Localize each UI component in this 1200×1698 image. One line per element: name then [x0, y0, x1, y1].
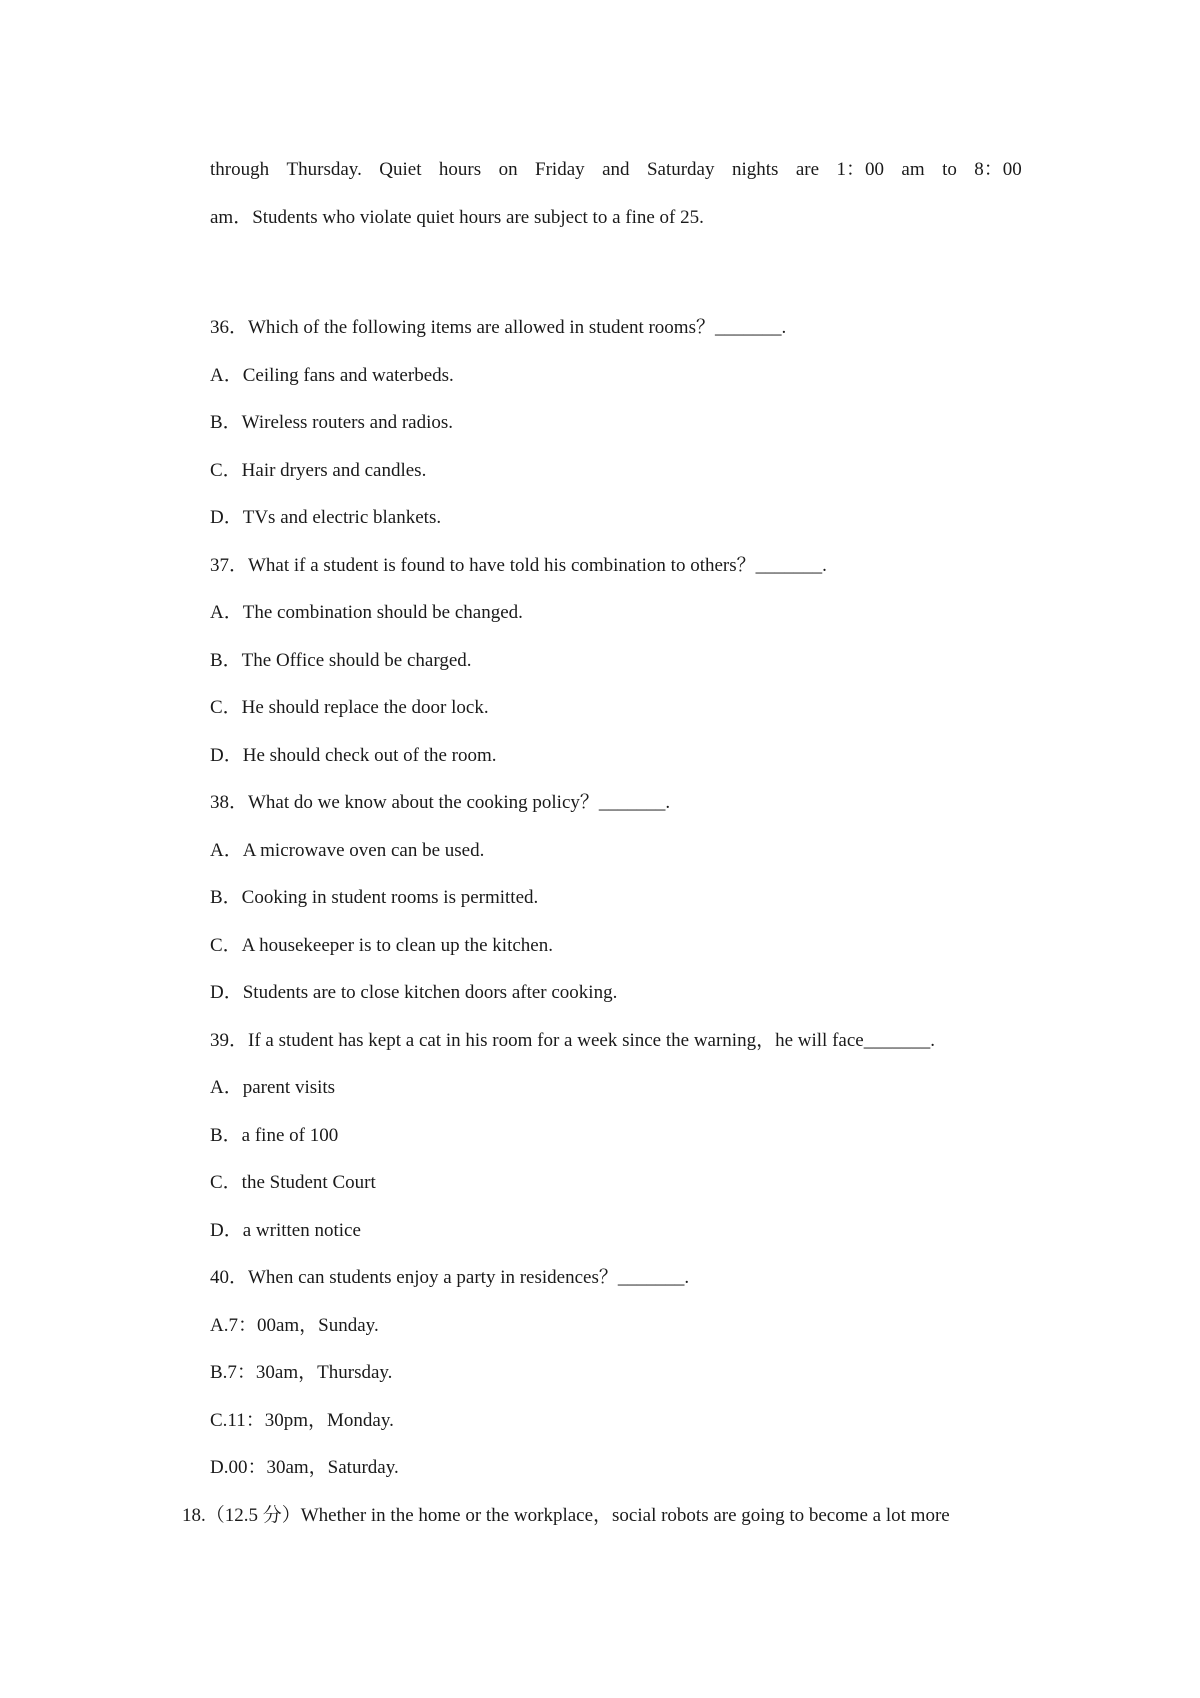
question-39-option-c: C．the Student Court — [210, 1172, 376, 1193]
intro-word: hours — [438, 159, 482, 180]
question-37-option-c: C．He should replace the door lock. — [210, 697, 489, 718]
question-39-option-b: B．a fine of 100 — [210, 1125, 339, 1146]
question-40-stem: 40．When can students enjoy a party in residences？_______. — [210, 1267, 690, 1288]
intro-word: Thursday. — [286, 159, 362, 180]
question-38-stem: 38．What do we know about the cooking policy？_______. — [210, 792, 671, 813]
intro-word: are — [795, 159, 820, 180]
question-40-option-c: C.11：30pm，Monday. — [210, 1410, 394, 1431]
question-36-option-a: A．Ceiling fans and waterbeds. — [210, 365, 454, 386]
question-38-option-b: B．Cooking in student rooms is permitted. — [210, 887, 539, 908]
intro-word: through — [210, 159, 270, 180]
question-40-option-a: A.7：00am，Sunday. — [210, 1315, 379, 1336]
question-37-option-a: A．The combination should be changed. — [210, 602, 523, 623]
question-38-option-d: D．Students are to close kitchen doors after cooking. — [210, 982, 618, 1003]
question-40-option-d: D.00：30am，Saturday. — [210, 1457, 399, 1478]
question-38-option-c: C．A housekeeper is to clean up the kitchen. — [210, 935, 553, 956]
question-36-stem: 36．Which of the following items are allowed in student rooms？_______. — [210, 317, 787, 338]
intro-word: Friday — [535, 159, 585, 180]
question-40-option-b: B.7：30am，Thursday. — [210, 1362, 393, 1383]
question-37-option-b: B．The Office should be charged. — [210, 650, 472, 671]
intro-word: and — [602, 159, 630, 180]
question-39-stem: 39．If a student has kept a cat in his room for a week since the warning，he will face_______. — [210, 1030, 935, 1051]
question-36-option-d: D．TVs and electric blankets. — [210, 507, 442, 528]
intro-word: am — [901, 159, 925, 180]
question-39-option-d: D．a written notice — [210, 1220, 361, 1241]
question-36-option-c: C．Hair dryers and candles. — [210, 460, 427, 481]
next-section-heading: 18.（12.5 分）Whether in the home or the workplace，social robots are going to become a lot more — [182, 1505, 950, 1526]
intro-line-1 — [210, 158, 1022, 182]
intro-word: 8：00 — [974, 159, 1022, 180]
question-38-option-a: A．A microwave oven can be used. — [210, 840, 485, 861]
question-39-option-a: A．parent visits — [210, 1077, 336, 1098]
intro-word: Quiet — [379, 159, 422, 180]
question-37-option-d: D．He should check out of the room. — [210, 745, 497, 766]
question-37-stem: 37．What if a student is found to have told his combination to others？_______. — [210, 555, 827, 576]
question-36-option-b: B．Wireless routers and radios. — [210, 412, 454, 433]
intro-word: 1：00 — [836, 159, 884, 180]
intro-word: to — [942, 159, 957, 180]
intro-word: Saturday — [646, 159, 715, 180]
intro-word: nights — [731, 159, 779, 180]
intro-word: on — [498, 159, 518, 180]
intro-line-2: am．Students who violate quiet hours are subject to a fine of 25. — [210, 207, 704, 228]
